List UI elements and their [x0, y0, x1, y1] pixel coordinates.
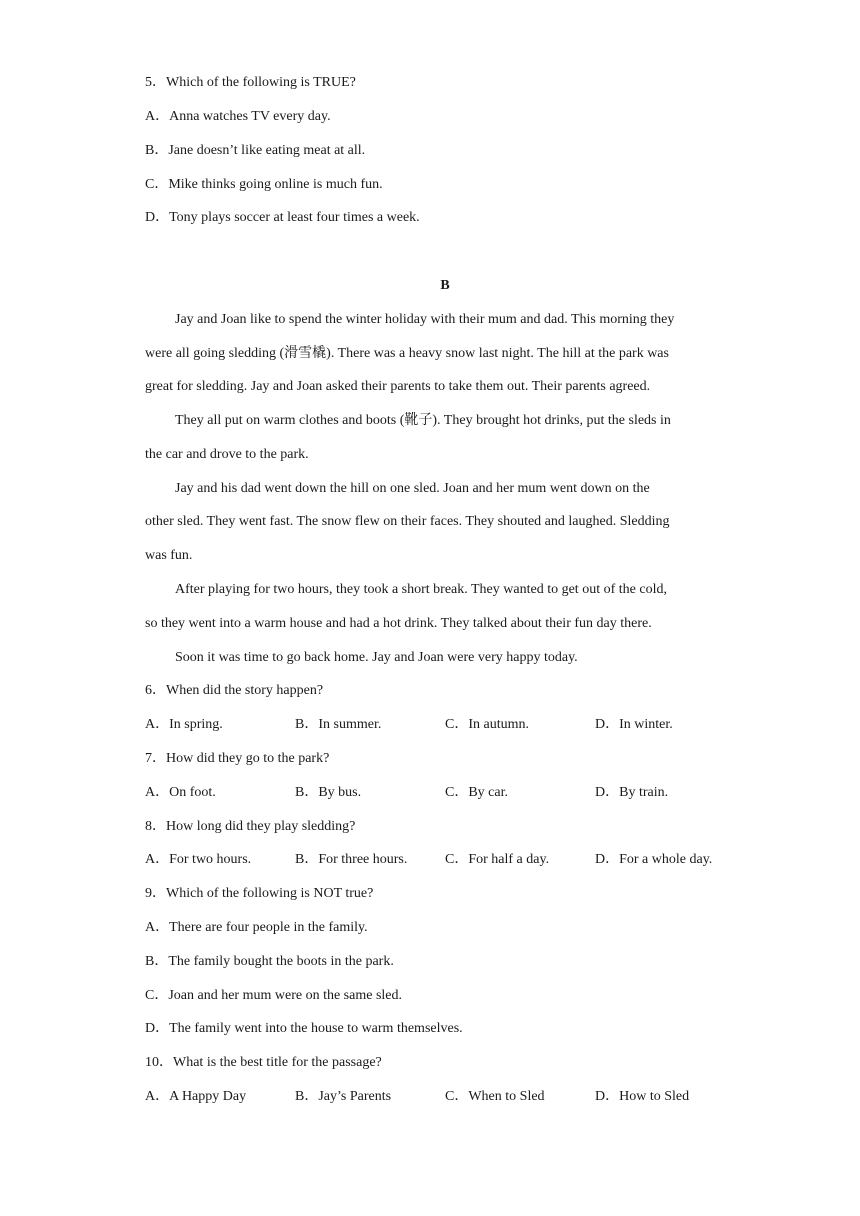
question-9-option-a: A．There are four people in the family. — [145, 920, 368, 935]
passage-line: They all put on warm clothes and boots (靴子). They brought hot drinks, put the sleds in — [175, 413, 671, 428]
question-9-stem: 9．Which of the following is NOT true? — [145, 886, 374, 901]
question-10-stem: 10．What is the best title for the passage? — [145, 1055, 382, 1070]
question-8-option-c: C．For half a day. — [445, 852, 550, 867]
question-8-stem: 8．How long did they play sledding? — [145, 819, 356, 834]
question-8-option-a: A．For two hours. — [145, 852, 252, 867]
question-5-option-a: A．Anna watches TV every day. — [145, 109, 331, 124]
question-6-option-a: A．In spring. — [145, 717, 223, 732]
question-6-option-c: C．In autumn. — [445, 717, 529, 732]
question-10-option-a: A．A Happy Day — [145, 1089, 247, 1104]
question-6-stem: 6．When did the story happen? — [145, 683, 324, 698]
passage-line: great for sledding. Jay and Joan asked their parents to take them out. Their parents agreed. — [145, 379, 651, 394]
question-8-option-d: D．For a whole day. — [595, 852, 713, 867]
question-6-option-b: B．In summer. — [295, 717, 382, 732]
question-10-option-b: B．Jay’s Parents — [295, 1089, 392, 1104]
passage-line: so they went into a warm house and had a hot drink. They talked about their fun day there. — [145, 616, 652, 631]
passage-line: Soon it was time to go back home. Jay and Joan were very happy today. — [175, 650, 578, 665]
section-heading: B — [440, 278, 450, 293]
question-10-option-d: D．How to Sled — [595, 1089, 690, 1104]
passage-line: After playing for two hours, they took a short break. They wanted to get out of the cold, — [175, 582, 667, 597]
question-9-option-d: D．The family went into the house to warm themselves. — [145, 1021, 463, 1036]
passage-line: other sled. They went fast. The snow flew on their faces. They shouted and laughed. Sledding — [145, 514, 670, 529]
question-7-stem: 7．How did they go to the park? — [145, 751, 330, 766]
question-9-option-c: C．Joan and her mum were on the same sled. — [145, 988, 402, 1003]
question-7-option-a: A．On foot. — [145, 785, 216, 800]
question-7-option-b: B．By bus. — [295, 785, 362, 800]
question-10-option-c: C．When to Sled — [445, 1089, 545, 1104]
question-5-option-b: B．Jane doesn’t like eating meat at all. — [145, 143, 366, 158]
question-5-option-c: C．Mike thinks going online is much fun. — [145, 177, 383, 192]
question-5-stem: 5．Which of the following is TRUE? — [145, 75, 356, 90]
question-8-option-b: B．For three hours. — [295, 852, 408, 867]
passage-line: were all going sledding (滑雪橇). There was a heavy snow last night. The hill at the park was — [145, 346, 669, 361]
passage-line: the car and drove to the park. — [145, 447, 309, 462]
passage-line: Jay and Joan like to spend the winter holiday with their mum and dad. This morning they — [175, 312, 675, 327]
question-9-option-b: B．The family bought the boots in the park. — [145, 954, 394, 969]
passage-line: Jay and his dad went down the hill on one sled. Joan and her mum went down on the — [175, 481, 650, 496]
question-5-option-d: D．Tony plays soccer at least four times a week. — [145, 210, 420, 225]
passage-line: was fun. — [145, 548, 193, 563]
question-6-option-d: D．In winter. — [595, 717, 673, 732]
question-7-option-d: D．By train. — [595, 785, 669, 800]
question-7-option-c: C．By car. — [445, 785, 508, 800]
